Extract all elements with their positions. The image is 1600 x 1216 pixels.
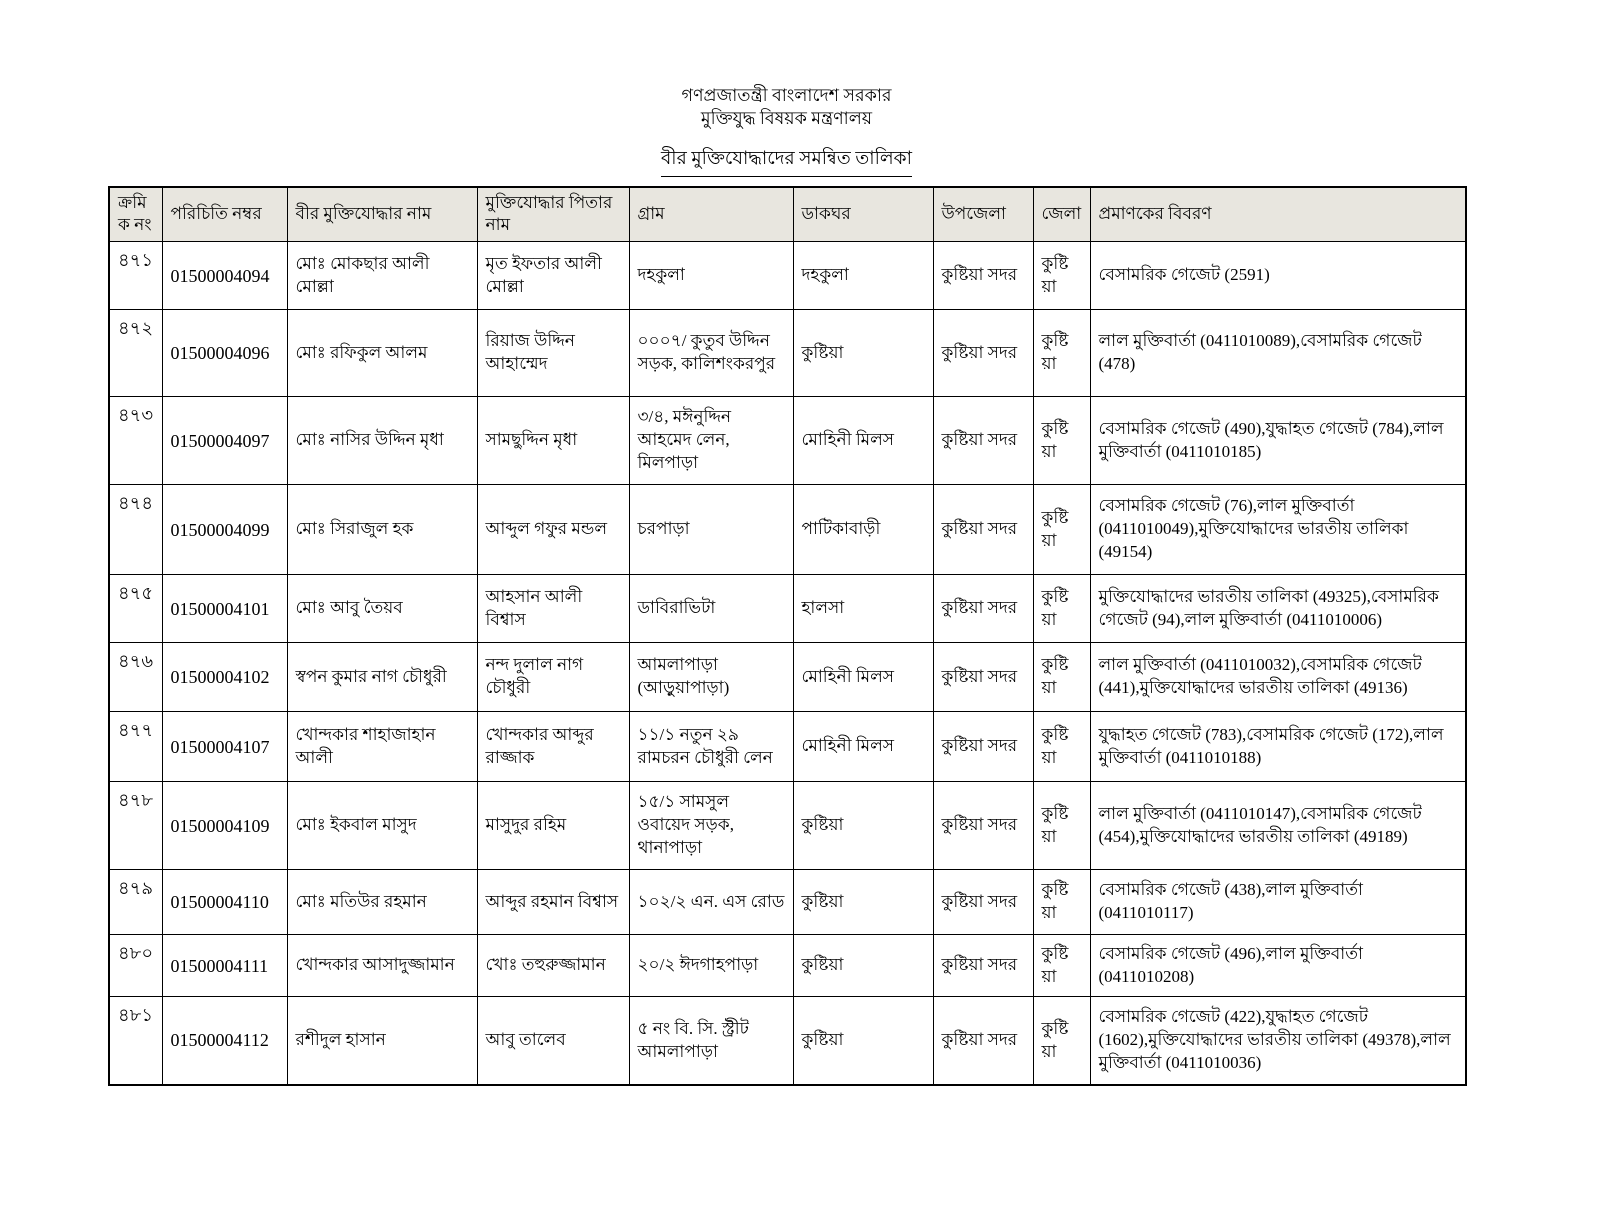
cell-district: কুষ্টিয়া xyxy=(1033,935,1090,997)
cell-serial: ৪৭৯ xyxy=(109,870,162,935)
cell-village: ১০২/২ এন. এস রোড xyxy=(629,870,793,935)
cell-id-number: 01500004109 xyxy=(162,782,287,870)
cell-name: রশীদুল হাসান xyxy=(287,997,477,1085)
cell-name: খোন্দকার আসাদুজ্জামান xyxy=(287,935,477,997)
cell-village: দহকুলা xyxy=(629,242,793,310)
cell-serial: ৪৭৬ xyxy=(109,643,162,712)
table-row xyxy=(109,870,1466,935)
cell-district: কুষ্টিয়া xyxy=(1033,575,1090,643)
cell-upazila: কুষ্টিয়া সদর xyxy=(933,870,1033,935)
cell-village: ১৫/১ সামসুল ওবায়েদ সড়ক, থানাপাড়া xyxy=(629,782,793,870)
cell-evidence: লাল মুক্তিবার্তা (0411010147),বেসামরিক গেজেট (454),মুক্তিযোদ্ধাদের ভারতীয় তালিকা (49189) xyxy=(1090,782,1466,870)
cell-post-office: মোহিনী মিলস xyxy=(793,712,933,782)
column-header-village: গ্রাম xyxy=(629,187,793,242)
cell-district: কুষ্টিয়া xyxy=(1033,997,1090,1085)
cell-father-name: খোঃ তহুরুজ্জামান xyxy=(477,935,629,997)
table-row xyxy=(109,997,1466,1085)
cell-id-number: 01500004111 xyxy=(162,935,287,997)
cell-serial: ৪৭৮ xyxy=(109,782,162,870)
table-row xyxy=(109,242,1466,310)
cell-serial: ৪৭৫ xyxy=(109,575,162,643)
cell-father-name: মাসুদুর রহিম xyxy=(477,782,629,870)
cell-father-name: আব্দুর রহমান বিশ্বাস xyxy=(477,870,629,935)
cell-upazila: কুষ্টিয়া সদর xyxy=(933,782,1033,870)
cell-id-number: 01500004097 xyxy=(162,397,287,485)
cell-upazila: কুষ্টিয়া সদর xyxy=(933,712,1033,782)
cell-evidence: লাল মুক্তিবার্তা (0411010032),বেসামরিক গেজেট (441),মুক্তিযোদ্ধাদের ভারতীয় তালিকা (49136) xyxy=(1090,643,1466,712)
column-header-name: বীর মুক্তিযোদ্ধার নাম xyxy=(287,187,477,242)
cell-district: কুষ্টিয়া xyxy=(1033,712,1090,782)
cell-name: মোঃ নাসির উদ্দিন মৃধা xyxy=(287,397,477,485)
cell-upazila: কুষ্টিয়া সদর xyxy=(933,242,1033,310)
cell-village: আমলাপাড়া (আড়ুয়াপাড়া) xyxy=(629,643,793,712)
cell-id-number: 01500004094 xyxy=(162,242,287,310)
table-row xyxy=(109,935,1466,997)
cell-name: মোঃ মতিউর রহমান xyxy=(287,870,477,935)
table-header xyxy=(109,187,1466,242)
cell-evidence: বেসামরিক গেজেট (496),লাল মুক্তিবার্তা (0411010208) xyxy=(1090,935,1466,997)
cell-name: খোন্দকার শাহাজাহান আলী xyxy=(287,712,477,782)
cell-village: ডাবিরাভিটা xyxy=(629,575,793,643)
cell-district: কুষ্টিয়া xyxy=(1033,643,1090,712)
cell-post-office: পাটিকাবাড়ী xyxy=(793,485,933,575)
cell-evidence: বেসামরিক গেজেট (438),লাল মুক্তিবার্তা (0411010117) xyxy=(1090,870,1466,935)
cell-post-office: কুষ্টিয়া xyxy=(793,935,933,997)
cell-upazila: কুষ্টিয়া সদর xyxy=(933,485,1033,575)
table-body xyxy=(109,242,1466,1085)
document-header xyxy=(108,84,1465,177)
table-row xyxy=(109,485,1466,575)
cell-post-office: কুষ্টিয়া xyxy=(793,782,933,870)
cell-id-number: 01500004096 xyxy=(162,310,287,397)
cell-post-office: কুষ্টিয়া xyxy=(793,997,933,1085)
table-header-row xyxy=(109,187,1466,242)
table-row xyxy=(109,712,1466,782)
cell-upazila: কুষ্টিয়া সদর xyxy=(933,643,1033,712)
cell-upazila: কুষ্টিয়া সদর xyxy=(933,935,1033,997)
cell-upazila: কুষ্টিয়া সদর xyxy=(933,997,1033,1085)
cell-id-number: 01500004099 xyxy=(162,485,287,575)
cell-serial: ৪৭৭ xyxy=(109,712,162,782)
cell-evidence: বেসামরিক গেজেট (490),যুদ্ধাহত গেজেট (784),লাল মুক্তিবার্তা (0411010185) xyxy=(1090,397,1466,485)
cell-evidence: লাল মুক্তিবার্তা (0411010089),বেসামরিক গেজেট (478) xyxy=(1090,310,1466,397)
cell-name: মোঃ রফিকুল আলম xyxy=(287,310,477,397)
cell-id-number: 01500004110 xyxy=(162,870,287,935)
cell-father-name: মৃত ইফতার আলী মোল্লা xyxy=(477,242,629,310)
cell-district: কুষ্টিয়া xyxy=(1033,310,1090,397)
cell-father-name: রিয়াজ উদ্দিন আহাম্মেদ xyxy=(477,310,629,397)
cell-evidence: মুক্তিযোদ্ধাদের ভারতীয় তালিকা (49325),বেসামরিক গেজেট (94),লাল মুক্তিবার্তা (0411010006) xyxy=(1090,575,1466,643)
table-row xyxy=(109,575,1466,643)
cell-district: কুষ্টিয়া xyxy=(1033,485,1090,575)
cell-district: কুষ্টিয়া xyxy=(1033,870,1090,935)
cell-father-name: নন্দ দুলাল নাগ চৌধুরী xyxy=(477,643,629,712)
column-header-evidence: প্রমাণকের বিবরণ xyxy=(1090,187,1466,242)
cell-serial: ৪৮০ xyxy=(109,935,162,997)
government-title: গণপ্রজাতন্ত্রী বাংলাদেশ সরকার xyxy=(681,85,892,105)
cell-village: ১১/১ নতুন ২৯ রামচরন চৌধুরী লেন xyxy=(629,712,793,782)
cell-serial: ৪৭২ xyxy=(109,310,162,397)
table-row xyxy=(109,643,1466,712)
cell-serial: ৪৮১ xyxy=(109,997,162,1085)
cell-post-office: মোহিনী মিলস xyxy=(793,397,933,485)
cell-id-number: 01500004101 xyxy=(162,575,287,643)
cell-father-name: আহসান আলী বিশ্বাস xyxy=(477,575,629,643)
cell-village: চরপাড়া xyxy=(629,485,793,575)
ministry-title: মুক্তিযুদ্ধ বিষয়ক মন্ত্রণালয় xyxy=(700,107,873,128)
cell-post-office: হালসা xyxy=(793,575,933,643)
cell-father-name: খোন্দকার আব্দুর রাজ্জাক xyxy=(477,712,629,782)
cell-district: কুষ্টিয়া xyxy=(1033,397,1090,485)
cell-name: মোঃ সিরাজুল হক xyxy=(287,485,477,575)
column-header-serial: ক্রমিক নং xyxy=(109,187,162,242)
cell-district: কুষ্টিয়া xyxy=(1033,242,1090,310)
cell-name: স্বপন কুমার নাগ চৌধুরী xyxy=(287,643,477,712)
table-row xyxy=(109,310,1466,397)
cell-upazila: কুষ্টিয়া সদর xyxy=(933,310,1033,397)
cell-village: ০০০৭/ কুতুব উদ্দিন সড়ক, কালিশংকরপুর xyxy=(629,310,793,397)
cell-village: ২০/২ ঈদগাহপাড়া xyxy=(629,935,793,997)
column-header-father-name: মুক্তিযোদ্ধার পিতার নাম xyxy=(477,187,629,242)
cell-father-name: আবু তালেব xyxy=(477,997,629,1085)
column-header-district: জেলা xyxy=(1033,187,1090,242)
cell-id-number: 01500004102 xyxy=(162,643,287,712)
cell-post-office: দহকুলা xyxy=(793,242,933,310)
cell-evidence: বেসামরিক গেজেট (76),লাল মুক্তিবার্তা (0411010049),মুক্তিযোদ্ধাদের ভারতীয় তালিকা (49154) xyxy=(1090,485,1466,575)
cell-name: মোঃ মোকছার আলী মোল্লা xyxy=(287,242,477,310)
cell-evidence: বেসামরিক গেজেট (422),যুদ্ধাহত গেজেট (1602),মুক্তিযোদ্ধাদের ভারতীয় তালিকা (49378),লাল মুক্তিবার্তা (0411010036) xyxy=(1090,997,1466,1085)
cell-post-office: কুষ্টিয়া xyxy=(793,310,933,397)
cell-post-office: কুষ্টিয়া xyxy=(793,870,933,935)
cell-district: কুষ্টিয়া xyxy=(1033,782,1090,870)
cell-serial: ৪৭৩ xyxy=(109,397,162,485)
cell-evidence: বেসামরিক গেজেট (2591) xyxy=(1090,242,1466,310)
freedom-fighters-table xyxy=(108,186,1467,1086)
cell-village: ৫ নং বি. সি. স্ট্রীট আমলাপাড়া xyxy=(629,997,793,1085)
cell-name: মোঃ আবু তৈয়ব xyxy=(287,575,477,643)
list-title: বীর মুক্তিযোদ্ধাদের সমন্বিত তালিকা xyxy=(661,144,912,177)
cell-upazila: কুষ্টিয়া সদর xyxy=(933,397,1033,485)
cell-id-number: 01500004112 xyxy=(162,997,287,1085)
cell-name: মোঃ ইকবাল মাসুদ xyxy=(287,782,477,870)
cell-id-number: 01500004107 xyxy=(162,712,287,782)
table-row xyxy=(109,397,1466,485)
cell-evidence: যুদ্ধাহত গেজেট (783),বেসামরিক গেজেট (172),লাল মুক্তিবার্তা (0411010188) xyxy=(1090,712,1466,782)
cell-serial: ৪৭১ xyxy=(109,242,162,310)
list-title-wrap xyxy=(108,144,1465,177)
cell-upazila: কুষ্টিয়া সদর xyxy=(933,575,1033,643)
cell-father-name: সামছুদ্দিন মৃধা xyxy=(477,397,629,485)
column-header-id-number: পরিচিতি নম্বর xyxy=(162,187,287,242)
column-header-upazila: উপজেলা xyxy=(933,187,1033,242)
table-row xyxy=(109,782,1466,870)
cell-father-name: আব্দুল গফুর মন্ডল xyxy=(477,485,629,575)
column-header-post-office: ডাকঘর xyxy=(793,187,933,242)
cell-village: ৩/৪, মঈনুদ্দিন আহমেদ লেন, মিলপাড়া xyxy=(629,397,793,485)
cell-post-office: মোহিনী মিলস xyxy=(793,643,933,712)
cell-serial: ৪৭৪ xyxy=(109,485,162,575)
